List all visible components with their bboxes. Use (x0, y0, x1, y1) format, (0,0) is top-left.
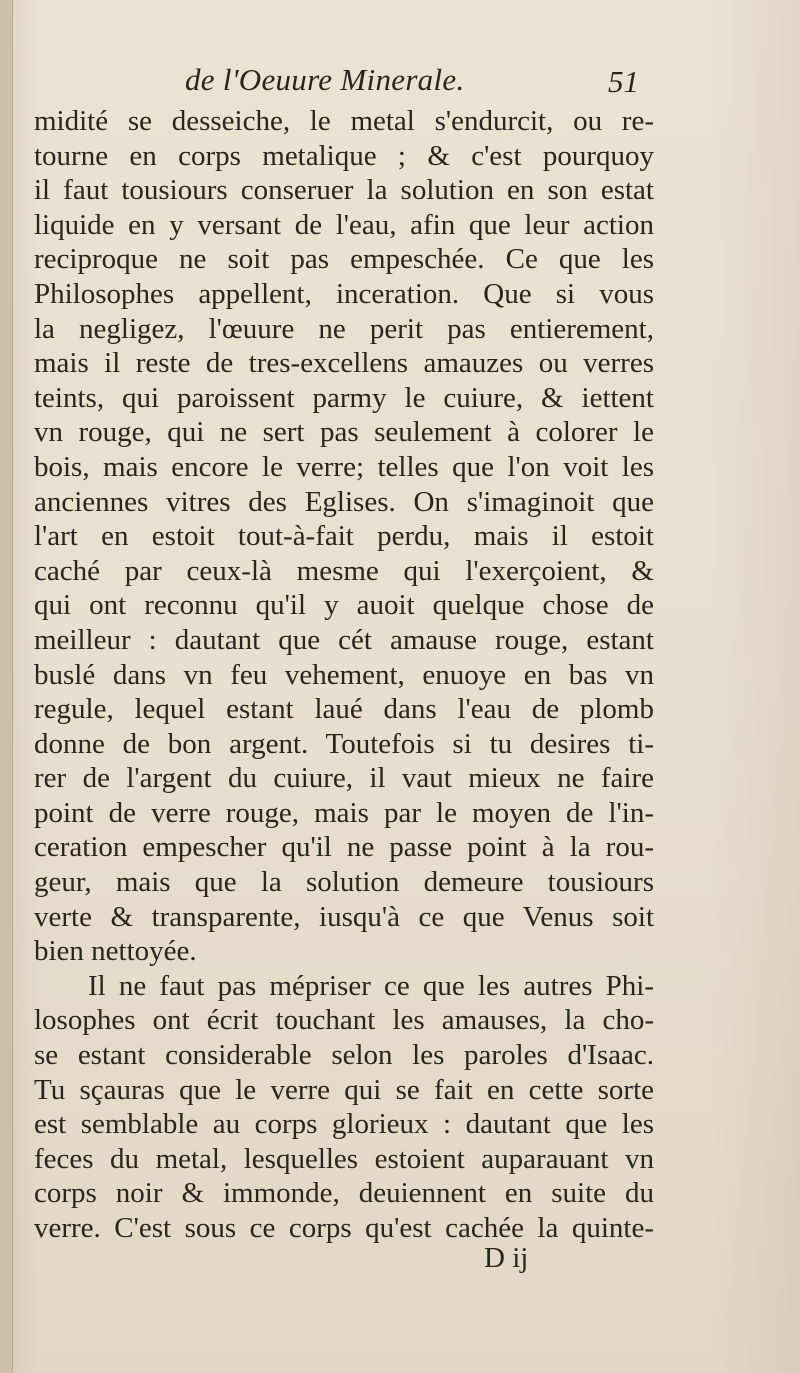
text-line: se estant considerable selon les paroles d'Isaac. (34, 1039, 654, 1072)
text-line: meilleur : dautant que cét amause rouge, estant (34, 623, 654, 656)
text-line: Tu sçauras que le verre qui se fait en cette sorte (34, 1073, 654, 1106)
text-line: donne de bon argent. Toutefois si tu desires ti- (34, 727, 654, 760)
text-line: teints, qui paroissent parmy le cuiure, & iettent (34, 381, 654, 414)
text-line: bois, mais encore le verre; telles que l'on voit les (34, 450, 654, 483)
text-line: l'art en estoit tout-à-fait perdu, mais il estoit (34, 520, 654, 553)
text-line: losophes ont écrit touchant les amauses, la cho- (34, 1004, 654, 1037)
text-line: point de verre rouge, mais par le moyen de l'in- (34, 796, 654, 829)
text-line: Il ne faut pas mépriser ce que les autres Phi- (88, 969, 654, 1002)
text-line: caché par ceux-là mesme qui l'exerçoient, & (34, 554, 654, 587)
text-line: qui ont reconnu qu'il y auoit quelque chose de (34, 589, 654, 622)
text-line: il faut tousiours conseruer la solution en son estat (34, 174, 654, 207)
text-line: bien nettoyée. (34, 935, 197, 968)
running-title: de l'Oeuure Minerale. (185, 62, 465, 97)
text-line: tourne en corps metalique ; & c'est pourquoy (34, 139, 654, 172)
page-gutter (0, 0, 13, 1373)
text-line: anciennes vitres des Eglises. On s'imaginoit que (34, 485, 654, 518)
text-line: verte & transparente, iusqu'à ce que Venus soit (34, 900, 654, 933)
signature-mark: D ij (484, 1242, 529, 1274)
text-line: ceration empescher qu'il ne passe point à la rou- (34, 831, 654, 864)
body-text (34, 104, 654, 1246)
text-line: liquide en y versant de l'eau, afin que leur action (34, 208, 654, 241)
text-line: verre. C'est sous ce corps qu'est cachée la quinte- (34, 1212, 654, 1244)
text-line: reciproque ne soit pas empeschée. Ce que les (34, 243, 654, 276)
text-line: Philosophes appellent, inceration. Que si vous (34, 277, 654, 310)
page-number: 51 (608, 64, 639, 99)
text-line: vn rouge, qui ne sert pas seulement à colorer le (34, 416, 654, 449)
page-header (0, 58, 800, 98)
text-line: regule, lequel estant laué dans l'eau de plomb (34, 693, 654, 726)
text-line: geur, mais que la solution demeure tousiours (34, 866, 654, 899)
page-edge-shading (710, 0, 800, 1373)
text-line: rer de l'argent du cuiure, il vaut mieux ne faire (34, 762, 654, 795)
text-line: feces du metal, lesquelles estoient auparauant vn (34, 1142, 654, 1175)
text-line: est semblable au corps glorieux : dautant que les (34, 1108, 654, 1141)
text-line: mais il reste de tres-excellens amauzes ou verres (34, 347, 654, 380)
text-line: buslé dans vn feu vehement, enuoye en bas vn (34, 658, 654, 691)
text-line: midité se desseiche, le metal s'endurcit, ou re- (34, 105, 654, 137)
text-line: corps noir & immonde, deuiennent en suite du (34, 1177, 654, 1210)
text-line: la negligez, l'œuure ne perit pas entierement, (34, 312, 654, 345)
